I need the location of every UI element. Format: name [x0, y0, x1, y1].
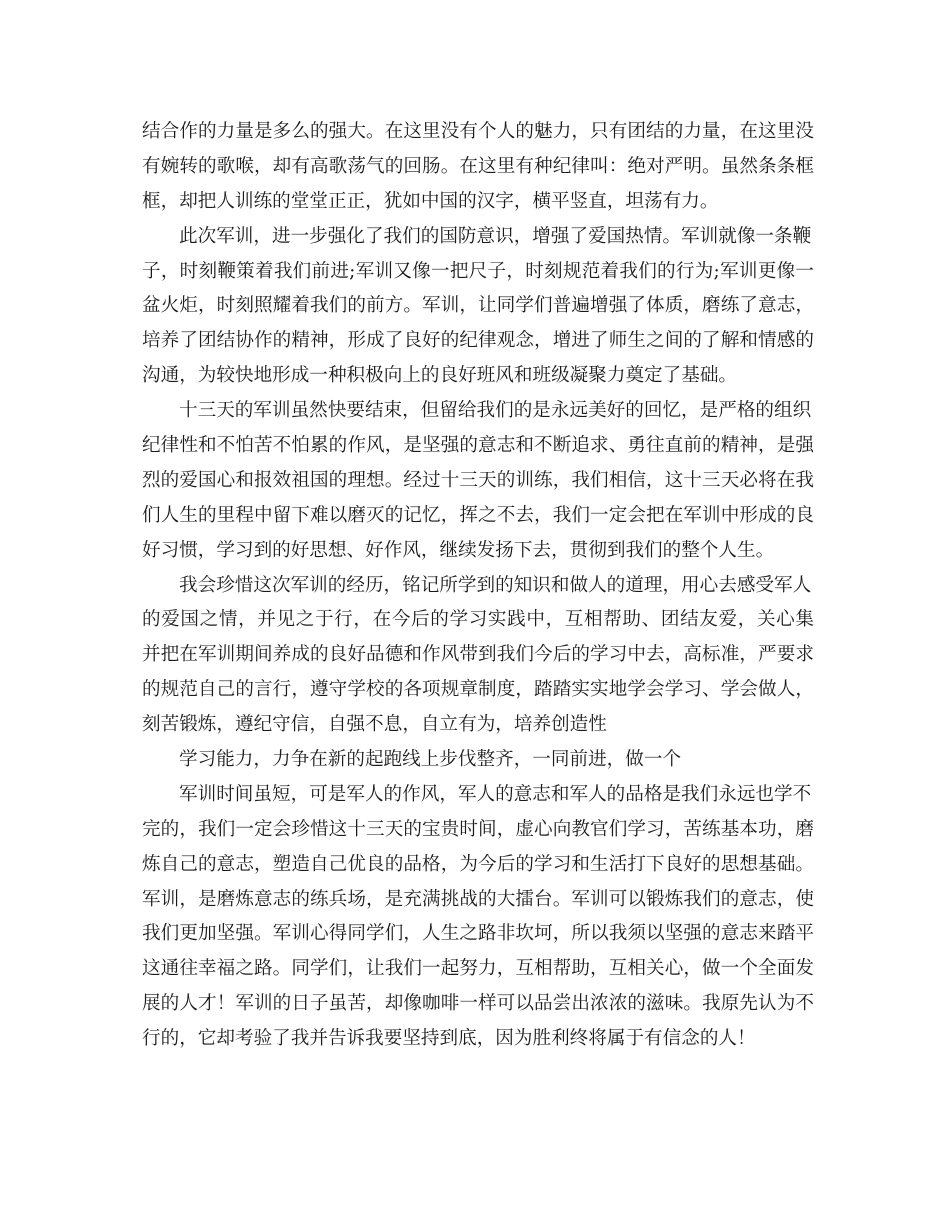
text-line: 这通往幸福之路。同学们，让我们一起努力，互相帮助，互相关心，做一个全面发 — [142, 958, 814, 980]
paragraph-first-line: 学习能力，力争在新的起跑线上步伐整齐，一同前进，做一个 — [179, 749, 682, 771]
body-text — [142, 115, 814, 1057]
text-line: 刻苦锻炼，遵纪守信，自强不息，自立有为，培养创造性 — [142, 714, 607, 736]
paragraph-first-line: 十三天的军训虽然快要结束，但留给我们的是永远美好的回忆，是严格的组织 — [179, 400, 812, 422]
text-line: 子，时刻鞭策着我们前进;军训又像一把尺子，时刻规范着我们的行为;军训更像一 — [142, 260, 814, 282]
paragraph-first-line: 军训时间虽短，可是军人的作风，军人的意志和军人的品格是我们永远也学不 — [179, 783, 812, 805]
text-line: 烈的爱国心和报效祖国的理想。经过十三天的训练，我们相信，这十三天必将在我 — [142, 469, 814, 491]
text-line: 展的人才！军训的日子虽苦，却像咖啡一样可以品尝出浓浓的滋味。我原先认为不 — [142, 993, 814, 1015]
paragraph-first-line: 我会珍惜这次军训的经历，铭记所学到的知识和做人的道理，用心去感受军人 — [179, 574, 812, 596]
text-line: 纪律性和不怕苦不怕累的作风，是坚强的意志和不断追求、勇往直前的精神，是强 — [142, 435, 814, 457]
text-line: 好习惯，学习到的好思想、好作风，继续发扬下去，贯彻到我们的整个人生。 — [142, 539, 775, 561]
text-line: 沟通，为较快地形成一种积极向上的良好班风和班级凝聚力奠定了基础。 — [142, 365, 738, 387]
text-line: 行的，它却考验了我并告诉我要坚持到底，因为胜利终将属于有信念的人！ — [142, 1028, 756, 1050]
text-line: 培养了团结协作的精神，形成了良好的纪律观念，增进了师生之间的了解和情感的 — [142, 330, 814, 352]
text-line: 我们更加坚强。军训心得同学们，人生之路非坎坷，所以我须以坚强的意志来踏平 — [142, 923, 814, 945]
text-line: 军训，是磨炼意志的练兵场，是充满挑战的大擂台。军训可以锻炼我们的意志，使 — [142, 888, 814, 910]
text-line: 盆火炬，时刻照耀着我们的前方。军训，让同学们普遍增强了体质，磨练了意志， — [142, 295, 814, 317]
paragraph-first-line: 此次军训，进一步强化了我们的国防意识，增强了爱国热情。军训就像一条鞭 — [179, 225, 812, 247]
text-line: 的爱国之情，并见之于行，在今后的学习实践中，互相帮助、团结友爱，关心集 — [142, 609, 814, 631]
text-line: 框，却把人训练的堂堂正正，犹如中国的汉字，横平竖直，坦荡有力。 — [142, 190, 719, 212]
text-line: 完的，我们一定会珍惜这十三天的宝贵时间，虚心向教官们学习，苦练基本功，磨 — [142, 818, 814, 840]
text-line: 结合作的力量是多么的强大。在这里没有个人的魅力，只有团结的力量，在这里没 — [142, 121, 814, 142]
text-line: 并把在军训期间养成的良好品德和作风带到我们今后的学习中去，高标准，严要求 — [142, 644, 814, 666]
text-line: 有婉转的歌喉，却有高歌荡气的回肠。在这里有种纪律叫：绝对严明。虽然条条框 — [142, 155, 814, 177]
text-line: 的规范自己的言行，遵守学校的各项规章制度，踏踏实实地学会学习、学会做人， — [142, 679, 814, 701]
text-line: 们人生的里程中留下难以磨灭的记忆，挥之不去，我们一定会把在军训中形成的良 — [142, 504, 814, 526]
text-line: 炼自己的意志，塑造自己优良的品格，为今后的学习和生活打下良好的思想基础。 — [142, 853, 814, 875]
